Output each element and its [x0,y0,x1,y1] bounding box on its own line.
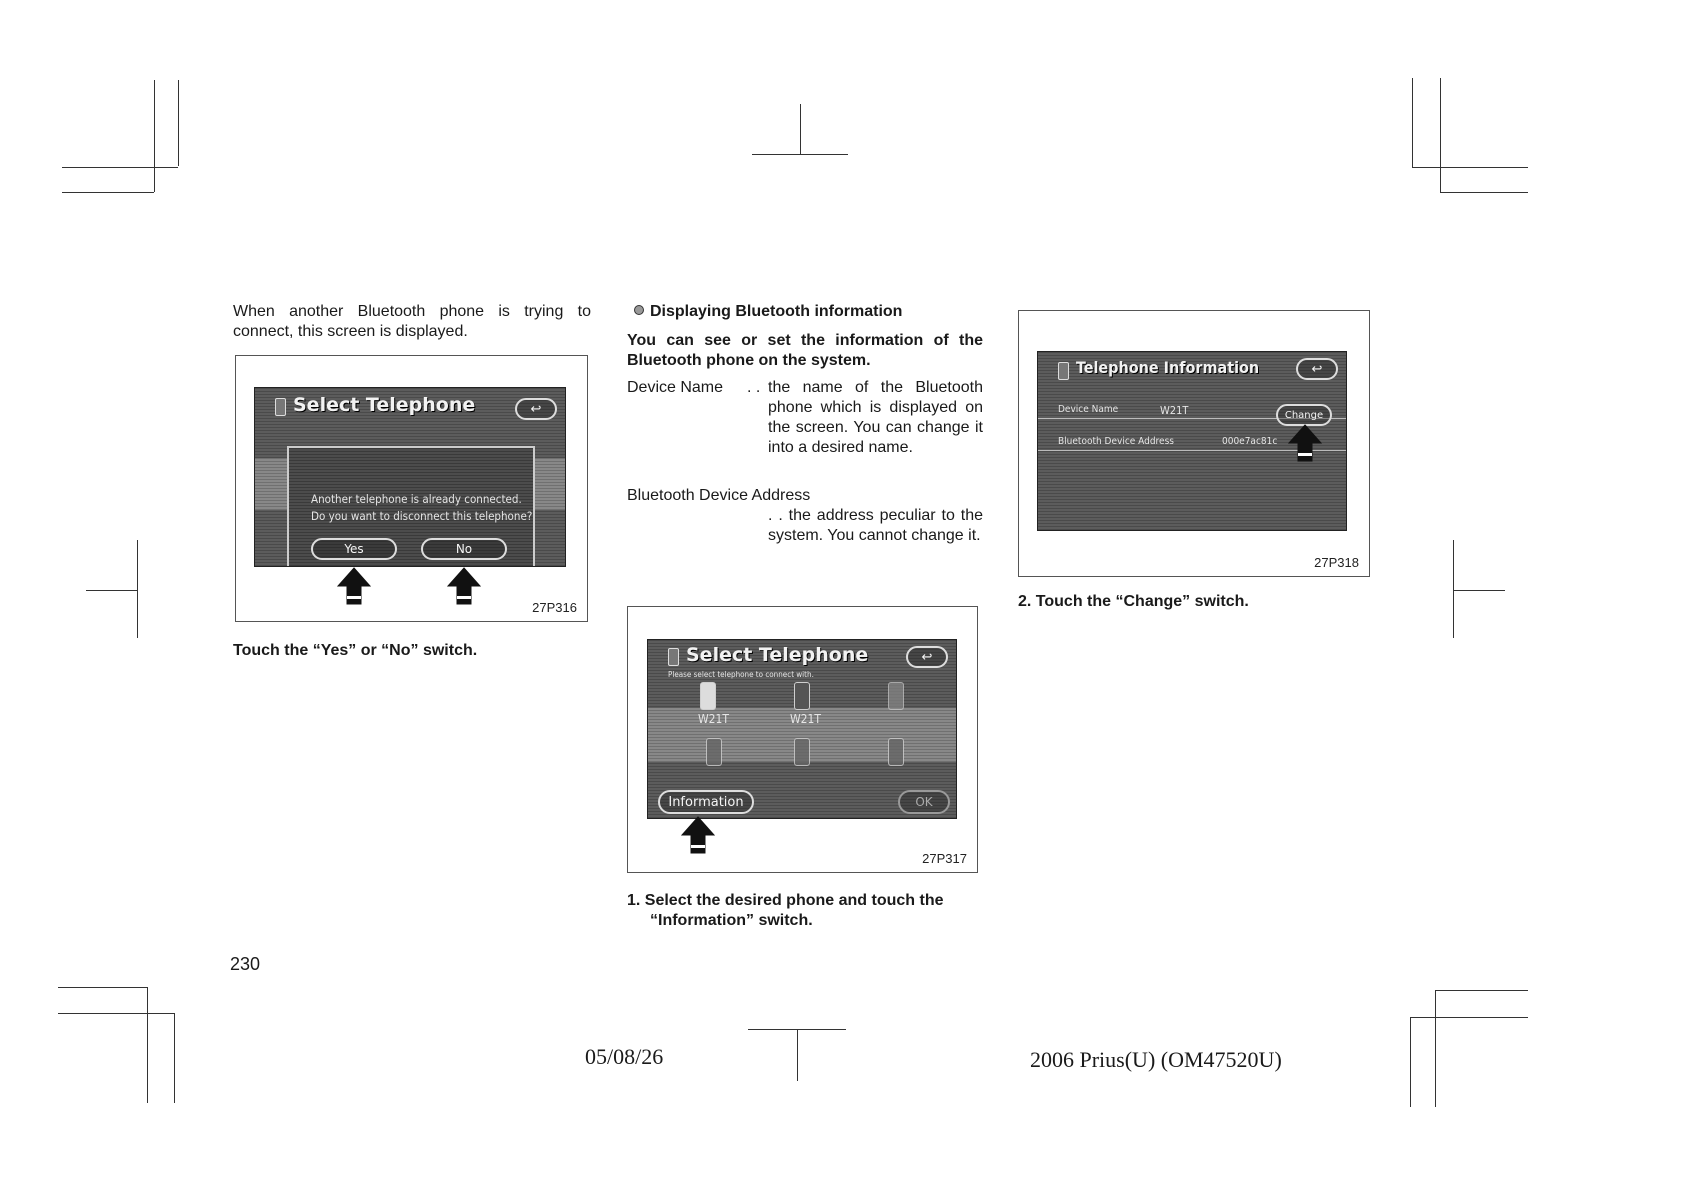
return-icon: ↩ [1311,361,1323,377]
phone-slot-3-icon[interactable] [888,682,904,710]
screen-title: Select Telephone [686,644,869,666]
phone-slot-5-icon[interactable] [794,738,810,766]
no-button[interactable]: No [421,538,507,560]
phone-slot-4-icon[interactable] [706,738,722,766]
device-name-label: Device Name [1058,404,1119,415]
figure-27p316 [235,355,588,622]
phone-slot-6-icon[interactable] [888,738,904,766]
phone-slot-1-icon[interactable] [700,682,716,710]
phone-slot-2-label: W21T [790,712,822,726]
section-heading: Displaying Bluetooth information [630,302,990,322]
section-lead: You can see or set the information of the Bluetooth phone on the system. [627,332,983,369]
figure-code: 27P317 [922,851,967,866]
figure-27p318 [1018,310,1370,577]
definition-device-address [627,486,983,571]
back-button[interactable] [906,646,948,668]
step-2-caption: 2. Touch the “Change” switch. [1018,593,1249,610]
return-icon: ↩ [921,649,933,665]
phone-slot-1-label: W21T [698,712,730,726]
pointer-arrow-information-icon [680,815,716,855]
pointer-arrow-change-icon [1287,423,1323,463]
term-device-name: Device Name [627,379,724,396]
figure-27p317 [627,606,978,873]
page-number: 230 [230,954,261,974]
ok-button[interactable]: OK [898,790,950,814]
address-value: 000e7ac81c [1222,436,1278,447]
return-icon: ↩ [530,401,542,417]
print-date: 05/08/26 [585,1044,664,1069]
desc-device-name: the name of the Bluetooth phone which is displayed on the screen. You can change it into a desired name. [768,379,983,456]
screen-title: Telephone Information [1076,358,1260,377]
book-title: 2006 Prius(U) (OM47520U) [1030,1047,1282,1072]
figure-code: 27P318 [1314,555,1359,570]
left-caption: Touch the “Yes” or “No” switch. [233,642,478,659]
dialog-message-line1: Another telephone is already connected. [311,492,522,506]
phone-slot-2-icon[interactable] [794,682,810,710]
bullet-icon [634,305,644,315]
back-button[interactable] [1296,358,1338,380]
select-telephone-screen [254,387,566,567]
phone-icon [1058,362,1069,380]
device-name-value: W21T [1160,404,1189,417]
screen-title: Select Telephone [293,394,476,416]
confirm-dialog [287,446,535,567]
figure-code: 27P316 [532,600,577,615]
phone-icon [668,648,679,666]
definition-device-name [627,378,983,483]
yes-button[interactable]: Yes [311,538,397,560]
pointer-arrow-no-icon [446,566,482,606]
phone-icon [275,398,286,416]
select-telephone-list-screen [647,639,957,819]
intro-paragraph: When another Bluetooth phone is trying to connect, this screen is displayed. [233,303,591,340]
term-separator: . . [747,379,761,396]
pointer-arrow-yes-icon [336,566,372,606]
dialog-message-line2: Do you want to disconnect this telephone? [311,509,533,523]
change-button[interactable]: Change [1276,404,1332,426]
step-1-caption: 1. Select the desired phone and touch the “Information” switch. [627,892,944,929]
back-button[interactable] [515,398,557,420]
information-button[interactable]: Information [658,790,754,814]
address-label: Bluetooth Device Address [1058,436,1174,447]
screen-subtitle: Please select telephone to connect with. [668,670,814,679]
desc-device-address: . . the address peculiar to the system. You cannot change it. [768,507,983,544]
term-device-address: Bluetooth Device Address [627,487,811,504]
